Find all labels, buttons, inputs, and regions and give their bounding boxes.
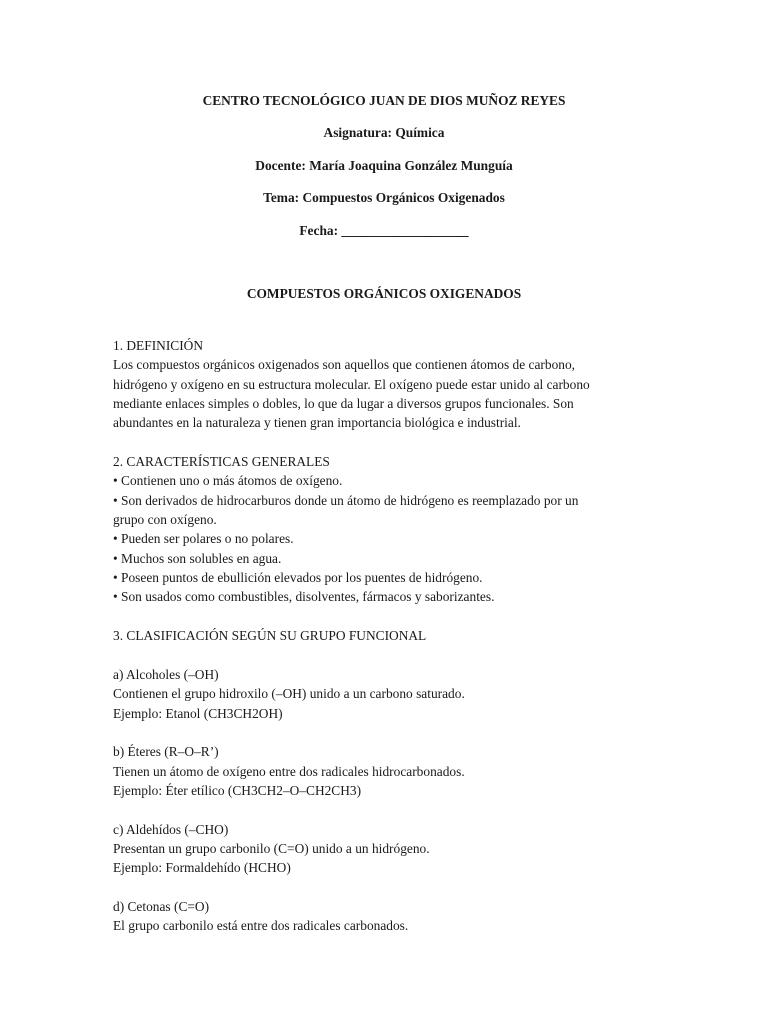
group-heading: b) Éteres (R–O–R’) bbox=[113, 744, 219, 760]
paragraph-line: hidrógeno y oxígeno en su estructura molecular. El oxígeno puede estar unido al carbono bbox=[113, 376, 590, 392]
institution-name: CENTRO TECNOLÓGICO JUAN DE DIOS MUÑOZ REYES bbox=[202, 93, 566, 108]
group-ketones bbox=[113, 897, 630, 936]
bullet-line: • Pueden ser polares o no polares. bbox=[113, 531, 294, 547]
section-heading: 2. CARACTERÍSTICAS GENERALES bbox=[113, 454, 330, 470]
section-heading: 3. CLASIFICACIÓN SEGÚN SU GRUPO FUNCIONAL bbox=[113, 628, 427, 644]
date-line: Fecha: ___________________ bbox=[299, 222, 469, 238]
topic-line: Tema: Compuestos Orgánicos Oxigenados bbox=[263, 190, 505, 206]
bullet-line: • Contienen uno o más átomos de oxígeno. bbox=[113, 473, 343, 489]
group-aldehydes bbox=[113, 820, 630, 878]
paragraph-line: Los compuestos orgánicos oxigenados son aquellos que contienen átomos de carbono, bbox=[113, 357, 576, 373]
section-classification bbox=[113, 626, 630, 936]
group-line: Presentan un grupo carbonilo (C=O) unido a un hidrógeno. bbox=[113, 840, 430, 856]
spacer bbox=[113, 433, 630, 452]
group-ethers bbox=[113, 742, 630, 800]
group-line: Ejemplo: Formaldehído (HCHO) bbox=[113, 860, 291, 876]
group-line: El grupo carbonilo está entre dos radicales carbonados. bbox=[113, 918, 409, 934]
group-line: Tienen un átomo de oxígeno entre dos radicales hidrocarbonados. bbox=[113, 763, 465, 779]
group-line: Ejemplo: Éter etílico (CH3CH2–O–CH2CH3) bbox=[113, 782, 362, 798]
bullet-line: • Muchos son solubles en agua. bbox=[113, 550, 282, 566]
paragraph-line: abundantes en la naturaleza y tienen gran importancia biológica e industrial. bbox=[113, 415, 521, 431]
document-body bbox=[113, 336, 630, 936]
document-title: COMPUESTOS ORGÁNICOS OXIGENADOS bbox=[246, 286, 522, 301]
group-alcohols bbox=[113, 665, 630, 723]
bullet-line: • Poseen puntos de ebullición elevados por los puentes de hidrógeno. bbox=[113, 570, 483, 586]
subject-line: Asignatura: Química bbox=[323, 125, 445, 141]
bullet-line: grupo con oxígeno. bbox=[113, 512, 217, 528]
section-definition bbox=[113, 336, 630, 433]
section-heading: 1. DEFINICIÓN bbox=[113, 338, 204, 353]
bullet-line: • Son derivados de hidrocarburos donde un átomo de hidrógeno es reemplazado por un bbox=[113, 492, 579, 508]
spacer bbox=[113, 607, 630, 626]
section-characteristics bbox=[113, 452, 630, 607]
group-heading: d) Cetonas (C=O) bbox=[113, 898, 210, 914]
paragraph-line: mediante enlaces simples o dobles, lo que da lugar a diversos grupos funcionales. Son bbox=[113, 396, 574, 412]
group-line: Contienen el grupo hidroxilo (–OH) unido a un carbono saturado. bbox=[113, 686, 465, 702]
spacer bbox=[113, 646, 630, 665]
spacer bbox=[113, 723, 630, 742]
teacher-line: Docente: María Joaquina González Munguía bbox=[255, 157, 513, 173]
document-header bbox=[0, 92, 768, 254]
group-line: Ejemplo: Etanol (CH3CH2OH) bbox=[113, 705, 283, 721]
group-heading: c) Aldehídos (–CHO) bbox=[113, 821, 229, 837]
spacer bbox=[113, 878, 630, 897]
group-heading: a) Alcoholes (–OH) bbox=[113, 666, 219, 682]
bullet-line: • Son usados como combustibles, disolventes, fármacos y saborizantes. bbox=[113, 589, 495, 605]
spacer bbox=[113, 800, 630, 819]
